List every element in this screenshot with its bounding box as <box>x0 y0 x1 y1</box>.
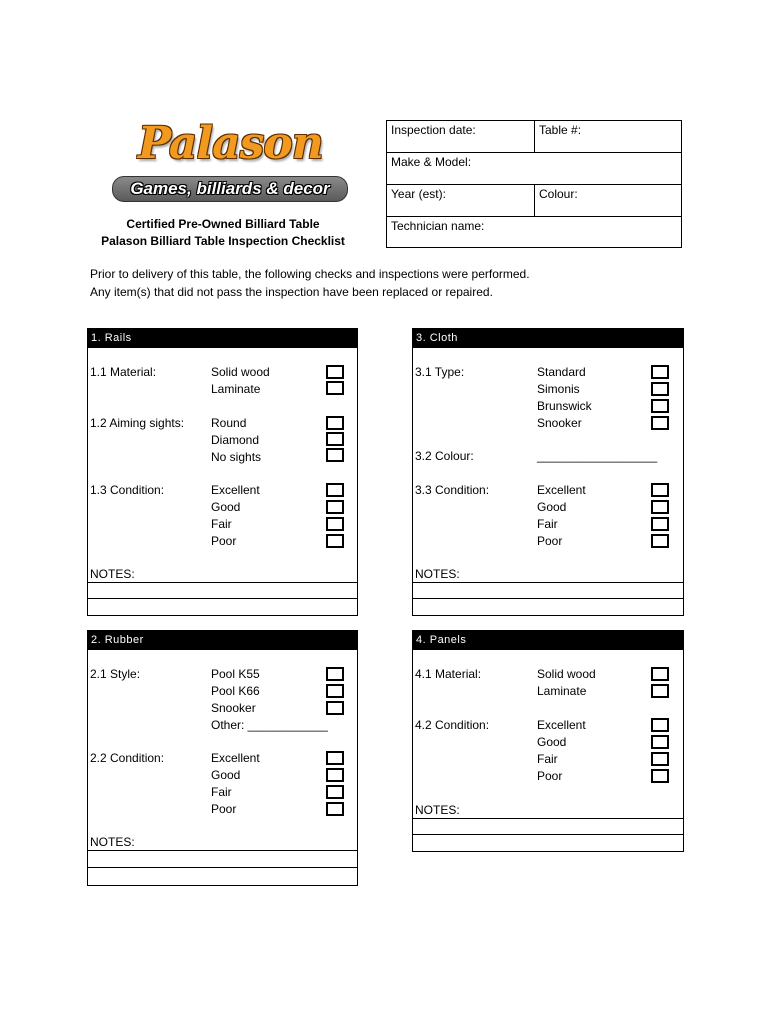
notes-line <box>413 818 683 819</box>
checkbox-good[interactable] <box>651 500 669 514</box>
panels-condition-label: 4.2 Condition: <box>415 718 490 732</box>
option-poor: Poor <box>211 534 237 548</box>
option-fair: Fair <box>537 517 558 531</box>
checkbox-no-sights[interactable] <box>326 448 344 462</box>
option-excellent: Excellent <box>537 718 586 732</box>
option-poor: Poor <box>537 769 563 783</box>
cloth-colour-label: 3.2 Colour: <box>415 449 474 463</box>
checkbox-solid-wood[interactable] <box>326 365 344 379</box>
cloth-condition-label: 3.3 Condition: <box>415 483 490 497</box>
option-excellent: Excellent <box>537 483 586 497</box>
notes-line <box>413 582 683 583</box>
rails-section <box>87 328 358 616</box>
rails-notes-label: NOTES: <box>90 567 135 581</box>
option-fair: Fair <box>211 785 232 799</box>
logo-brand-name: Palason <box>138 118 323 169</box>
cloth-type-label: 3.1 Type: <box>415 365 465 379</box>
cloth-colour-input[interactable]: __________________ <box>537 449 658 463</box>
inspection-info-table <box>386 120 682 248</box>
option-good: Good <box>537 500 567 514</box>
notes-line <box>88 850 357 851</box>
panels-section <box>412 630 684 852</box>
checkbox-simonis[interactable] <box>651 382 669 396</box>
rubber-section <box>87 630 358 886</box>
checkbox-poor[interactable] <box>326 534 344 548</box>
checkbox-good[interactable] <box>326 768 344 782</box>
option-good: Good <box>537 735 567 749</box>
logo-tagline-badge <box>112 176 348 202</box>
year-field[interactable]: Year (est): <box>391 187 446 201</box>
notes-line <box>413 598 683 599</box>
option-round: Round <box>211 416 247 430</box>
checkbox-fair[interactable] <box>651 517 669 531</box>
intro-line-1: Prior to delivery of this table, the following checks and inspections were performed. <box>90 267 530 281</box>
rails-material-label: 1.1 Material: <box>90 365 157 379</box>
option-standard: Standard <box>537 365 586 379</box>
option-snooker: Snooker <box>537 416 582 430</box>
option-fair: Fair <box>211 517 232 531</box>
logo-tagline: Games, billiards & decor <box>130 179 330 198</box>
checkbox-excellent[interactable] <box>651 718 669 732</box>
panels-notes-label: NOTES: <box>415 803 460 817</box>
option-diamond: Diamond <box>211 433 260 447</box>
inspection-date-field[interactable]: Inspection date: <box>391 123 476 137</box>
checkbox-laminate[interactable] <box>651 684 669 698</box>
panels-section-header: 4. Panels <box>413 631 683 650</box>
cloth-section-header: 3. Cloth <box>413 329 683 348</box>
option-laminate: Laminate <box>211 382 261 396</box>
checkbox-pool-k55[interactable] <box>326 667 344 681</box>
option-poor: Poor <box>537 534 563 548</box>
table-number-field[interactable]: Table #: <box>534 121 682 152</box>
option-poor: Poor <box>211 802 237 816</box>
rubber-notes-label: NOTES: <box>90 835 135 849</box>
option-brunswick: Brunswick <box>537 399 592 413</box>
option-excellent: Excellent <box>211 751 260 765</box>
make-model-field[interactable]: Make & Model: <box>391 155 472 169</box>
rails-condition-label: 1.3 Condition: <box>90 483 165 497</box>
panels-material-label: 4.1 Material: <box>415 667 482 681</box>
checkbox-snooker[interactable] <box>326 701 344 715</box>
option-laminate: Laminate <box>537 684 587 698</box>
option-simonis: Simonis <box>537 382 580 396</box>
palason-logo <box>108 118 348 204</box>
option-excellent: Excellent <box>211 483 260 497</box>
notes-line <box>88 582 357 583</box>
checkbox-good[interactable] <box>326 500 344 514</box>
option-good: Good <box>211 768 241 782</box>
rubber-section-header: 2. Rubber <box>88 631 357 650</box>
notes-line <box>88 598 357 599</box>
document-title: Palason Billiard Table Inspection Checklist <box>101 234 345 248</box>
checkbox-excellent[interactable] <box>651 483 669 497</box>
document-subtitle: Certified Pre-Owned Billiard Table <box>126 217 320 231</box>
option-solid-wood: Solid wood <box>211 365 270 379</box>
notes-line <box>413 834 683 835</box>
option-no-sights: No sights <box>211 450 262 464</box>
checkbox-excellent[interactable] <box>326 483 344 497</box>
checkbox-fair[interactable] <box>326 785 344 799</box>
rubber-style-label: 2.1 Style: <box>90 667 141 681</box>
option-snooker: Snooker <box>211 701 256 715</box>
checkbox-good[interactable] <box>651 735 669 749</box>
option-other[interactable]: Other: ____________ <box>211 718 328 732</box>
checkbox-poor[interactable] <box>326 802 344 816</box>
intro-line-2: Any item(s) that did not pass the inspection have been replaced or repaired. <box>90 285 493 299</box>
checkbox-pool-k66[interactable] <box>326 684 344 698</box>
checkbox-snooker[interactable] <box>651 416 669 430</box>
checkbox-laminate[interactable] <box>326 381 344 395</box>
rails-section-header: 1. Rails <box>88 329 357 348</box>
rails-aiming-label: 1.2 Aiming sights: <box>90 416 185 430</box>
option-pool-k66: Pool K66 <box>211 684 260 698</box>
cloth-section <box>412 328 684 616</box>
checkbox-round[interactable] <box>326 416 344 430</box>
rubber-condition-label: 2.2 Condition: <box>90 751 165 765</box>
checkbox-brunswick[interactable] <box>651 399 669 413</box>
option-pool-k55: Pool K55 <box>211 667 260 681</box>
checkbox-fair[interactable] <box>326 517 344 531</box>
option-fair: Fair <box>537 752 558 766</box>
option-solid-wood: Solid wood <box>537 667 596 681</box>
checkbox-excellent[interactable] <box>326 751 344 765</box>
checkbox-fair[interactable] <box>651 752 669 766</box>
option-good: Good <box>211 500 241 514</box>
technician-name-field[interactable]: Technician name: <box>391 219 485 233</box>
cloth-notes-label: NOTES: <box>415 567 460 581</box>
checkbox-poor[interactable] <box>651 534 669 548</box>
checkbox-standard[interactable] <box>651 365 669 379</box>
checkbox-diamond[interactable] <box>326 432 344 446</box>
checkbox-poor[interactable] <box>651 769 669 783</box>
colour-field[interactable]: Colour: <box>534 185 682 216</box>
checkbox-solid-wood[interactable] <box>651 667 669 681</box>
notes-line <box>88 867 357 868</box>
